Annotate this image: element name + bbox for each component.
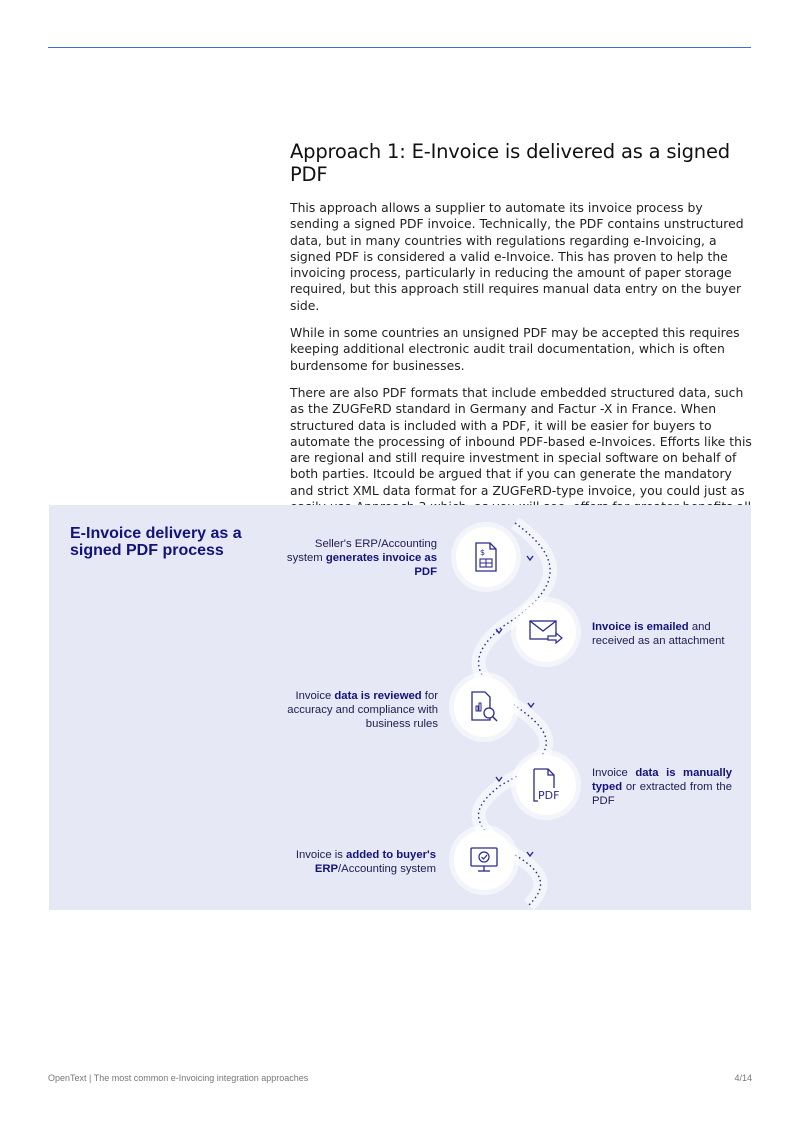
email-forward-icon	[529, 619, 563, 645]
step-3-text: Invoice data is reviewed for accuracy and compliance with business rules	[287, 690, 438, 730]
step-4-text: Invoice data is manually typed or extracted from the PDF	[592, 767, 732, 807]
step-1-icon-circle	[456, 527, 516, 587]
section-heading: Approach 1: E-Invoice is delivered as a signed PDF	[290, 140, 730, 186]
step-1-text: Seller's ERP/Accounting system generates invoice as PDF	[286, 538, 437, 578]
chevron-down-icon	[527, 556, 533, 560]
step-5-icon-circle	[454, 830, 514, 890]
pdf-file-icon	[530, 768, 562, 802]
monitor-check-icon	[469, 846, 499, 874]
step-4-icon-circle	[516, 755, 576, 815]
header-rule	[48, 47, 751, 48]
diagram-title: E-Invoice delivery as a signed PDF process	[70, 525, 242, 559]
step-2-icon-circle	[516, 602, 576, 662]
step-5-text: Invoice is added to buyer's ERP/Accounting system	[295, 849, 436, 875]
footer-text: OpenText | The most common e-Invoicing integration approaches	[48, 1073, 309, 1083]
svg-text:PDF: PDF	[538, 789, 560, 802]
step-3-icon-circle	[454, 677, 514, 737]
paragraph-2: While in some countries an unsigned PDF may be accepted this requires keeping additional electronic audit trail documentation, which is often burdensome for businesses.	[290, 325, 740, 373]
paragraph-3: There are also PDF formats that include embedded structured data, such as the ZUGFeRD standard in Germany and Factur -X in France. When structured data is included with a PDF, it will be easier for buyers to automate the processing of inbound PDF-based e-Invoices. Efforts like this are regional and still require investment in special software on behalf of both parties. Itcould be argued that if you can generate the mandatory and strict XML data format for a ZUGFeRD-type invoice, you could just as	[290, 384, 752, 498]
section-content	[290, 140, 752, 543]
paragraph-1: This approach allows a supplier to automate its invoice process by sending a signed PDF invoice. Technically, the PDF contains unstructured data, but in many countries with regulations regarding e-Invoicing, a signed PDF is considered a valid e-Invoice. This has proven to help the invoicing process, particularly in reducing the amount of paper storage required, but this approach still requires manual data entry on the buyer side.	[290, 200, 744, 313]
svg-text:$: $	[480, 548, 486, 557]
chevron-down-icon	[528, 703, 534, 707]
process-diagram	[49, 505, 751, 910]
step-2-text: Invoice is emailed and received as an attachment	[592, 621, 725, 647]
document-search-icon	[469, 691, 499, 723]
page-number: 4/14	[734, 1073, 752, 1083]
invoice-document-icon	[473, 542, 499, 572]
